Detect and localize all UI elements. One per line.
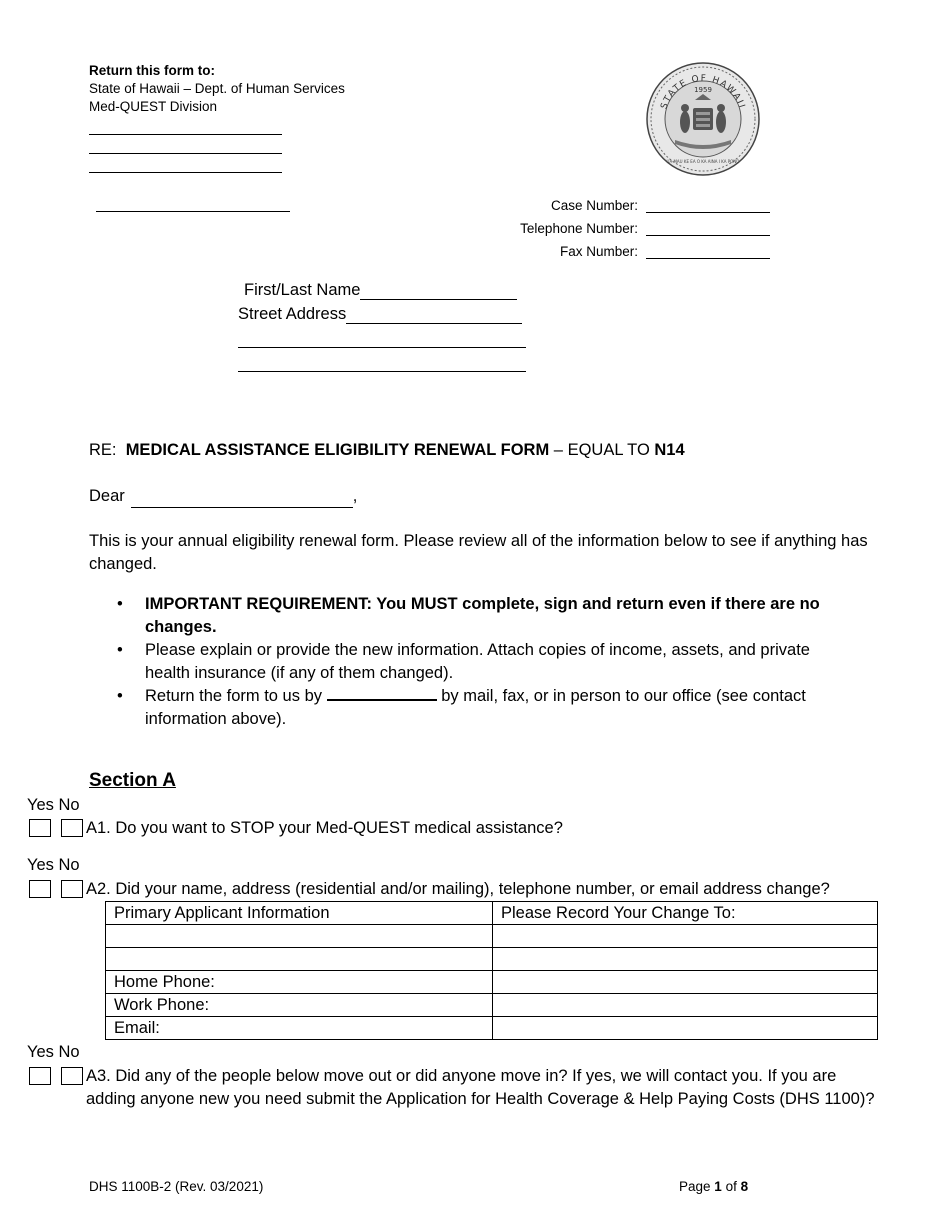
list-item: • Return the form to us by by mail, fax, or in person to our office (see contact information above). [117,687,806,728]
table-row [106,925,878,948]
page-current: 1 [714,1179,722,1194]
list-item: • IMPORTANT REQUIREMENT: You MUST complete, sign and return even if there are no changes. [117,595,820,636]
dear-comma: , [352,487,358,505]
intro-paragraph: This is your annual eligibility renewal form. Please review all of the information below to see if anything has changed. [89,532,868,573]
state-seal-logo [645,60,761,178]
question-a2 [29,878,929,901]
bullet-explain: Please explain or provide the new information. Attach copies of income, assets, and private health insurance (if any of them changed). [145,641,810,682]
page-number [679,1178,748,1196]
seal-year: 1959 [694,86,712,94]
table-row [106,971,878,994]
table-row [106,948,878,971]
question-a3 [29,1065,879,1111]
applicant-info-table [105,901,878,1040]
return-blank-4[interactable] [96,193,290,212]
case-info-block [470,190,770,259]
table-header-left: Primary Applicant Information [106,902,493,925]
street-address-field[interactable] [346,305,522,324]
re-dash: – EQUAL TO [549,441,655,459]
street-address-label: Street Address [238,305,347,323]
first-last-name-field[interactable] [360,281,517,300]
list-item: • Please explain or provide the new information. Attach copies of income, assets, and private health insurance (if any of them changed). [117,641,810,682]
a2-yes-checkbox[interactable] [29,880,51,898]
of-word: of [725,1179,737,1194]
table-row [106,994,878,1017]
form-id: DHS 1100B-2 (Rev. 03/2021) [89,1179,264,1194]
table-row [106,902,878,925]
section-a-title: Section A [89,770,176,791]
fax-number-field[interactable] [646,244,770,259]
telephone-number-label: Telephone Number: [520,221,638,236]
case-number-field[interactable] [646,198,770,213]
question-a1 [29,817,929,840]
work-phone-label: Work Phone: [106,994,493,1017]
re-code: N14 [654,441,685,459]
return-by-date-field[interactable] [327,685,437,701]
telephone-number-field[interactable] [646,221,770,236]
address-line-3-field[interactable] [238,353,526,372]
a1-text: A1. Do you want to STOP your Med-QUEST medical assistance? [86,819,563,837]
fax-number-label: Fax Number: [559,244,638,259]
email-change-field[interactable] [493,1017,878,1040]
page-total: 8 [740,1179,749,1194]
return-line-1: State of Hawaii – Dept. of Human Services [89,81,345,96]
home-phone-change-field[interactable] [493,971,878,994]
table-cell[interactable] [493,925,878,948]
a3-yes-checkbox[interactable] [29,1067,51,1085]
first-last-name-label: First/Last Name [244,281,361,299]
dear-label: Dear [89,487,125,505]
a1-no-checkbox[interactable] [61,819,83,837]
return-blank-3[interactable] [89,154,282,173]
bullet-return-post: by mail, fax, or in person to our office (see contact information above). [145,687,806,728]
page-word: Page [679,1179,711,1194]
return-blank-2[interactable] [89,135,282,154]
a3-no-checkbox[interactable] [61,1067,83,1085]
a2-no-checkbox[interactable] [61,880,83,898]
yes-no-header-a1: Yes No [27,796,80,814]
salutation [89,485,357,508]
re-line [89,439,889,462]
re-title: MEDICAL ASSISTANCE ELIGIBILITY RENEWAL FORM [125,441,550,459]
table-cell[interactable] [106,925,493,948]
instruction-list [89,593,859,731]
seal-state-text: STATE OF HAWAII [659,73,747,111]
table-cell[interactable] [493,948,878,971]
a3-text: A3. Did any of the people below move out or did anyone move in? If yes, we will contact you. If you are adding anyone new you need submit the Application for Health Coverage & Help Paying Costs (DHS 1100)? [86,1067,875,1108]
a2-text: A2. Did your name, address (residential and/or mailing), telephone number, or email address change? [86,880,830,898]
table-cell[interactable] [106,948,493,971]
work-phone-change-field[interactable] [493,994,878,1017]
home-phone-label: Home Phone: [106,971,493,994]
yes-no-header-a3: Yes No [27,1043,80,1061]
return-heading: Return this form to: [89,63,215,78]
table-header-right: Please Record Your Change To: [493,902,878,925]
table-row [106,1017,878,1040]
dear-name-field[interactable] [131,490,353,508]
case-number-label: Case Number: [550,198,638,213]
yes-no-header-a2: Yes No [27,856,80,874]
a1-yes-checkbox[interactable] [29,819,51,837]
re-prefix: RE: [89,441,117,459]
address-line-2-field[interactable] [238,329,526,348]
seal-motto: UA MAU KE EA O KA AINA I KA PONO [666,159,740,164]
recipient-address-block [238,276,538,372]
bullet-important: IMPORTANT REQUIREMENT: You MUST complete, sign and return even if there are no changes. [145,595,820,636]
email-label: Email: [106,1017,493,1040]
return-blank-1[interactable] [89,116,282,135]
return-address-block [89,62,389,212]
bullet-return-pre: Return the form to us by [145,687,322,705]
return-line-2: Med-QUEST Division [89,99,218,114]
